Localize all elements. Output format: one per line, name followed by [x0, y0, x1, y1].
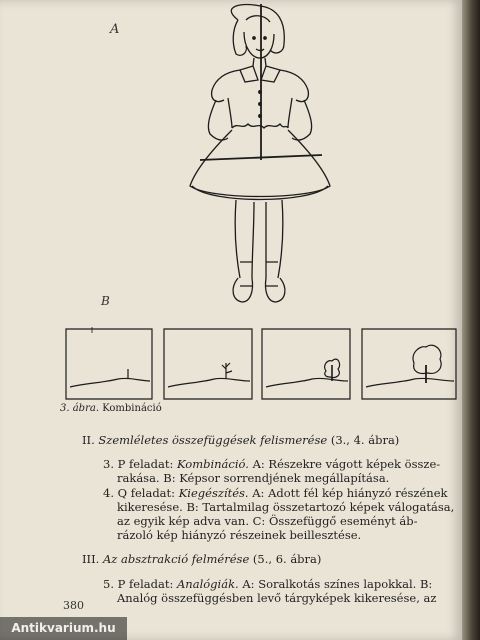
section-ii-number: II.	[82, 433, 95, 447]
item-4-line-1: 4. Q feladat: Kiegészítés. A: Adott fél kép hiányzó részének	[103, 486, 448, 500]
caption-number: 3. ábra.	[60, 403, 100, 414]
girl-illustration	[60, 0, 380, 310]
item-5-line-1: 5. P feladat: Analógiák. A: Soralkotás színes lapokkal. B:	[103, 577, 433, 591]
figure-label-b: B	[101, 294, 110, 308]
item-3-line-2: rakása. B: Képsor sorrendjének megállapítása.	[117, 471, 390, 485]
section-ii-title: Szemléletes összefüggések felismerése	[98, 433, 328, 447]
panel-3	[262, 329, 350, 399]
panel-4	[362, 329, 456, 399]
item-4-line-4: rázoló kép hiányzó részeinek beillesztése.	[117, 528, 362, 542]
item-4-line-2: kikeresése. B: Tartalmilag összetartozó képek válogatása,	[117, 500, 455, 514]
caption-text: Kombináció	[102, 403, 162, 414]
section-iii-ref: (5., 6. ábra)	[252, 552, 322, 566]
sequence-panels	[62, 325, 462, 403]
watermark: Antikvarium.hu	[0, 617, 127, 640]
panel-2	[164, 329, 252, 399]
item-3-line-1: 3. P feladat: Kombináció. A: Részekre vágott képek össze-	[103, 457, 441, 471]
section-ii-heading	[82, 433, 399, 448]
figure-label-a: A	[110, 22, 120, 37]
item-5-line-2: Analóg összefüggésben levő tárgyképek kikeresése, az	[117, 591, 437, 605]
section-ii-ref: (3., 4. ábra)	[330, 433, 400, 447]
panel-1	[66, 327, 152, 399]
section-iii-number: III.	[82, 552, 100, 566]
page-number: 380	[63, 599, 84, 612]
section-iii-heading	[82, 552, 321, 567]
figure-caption	[60, 403, 162, 414]
item-4-line-3: az egyik kép adva van. C: Összefüggő eseményt áb-	[117, 514, 418, 528]
book-spine-shadow	[462, 0, 480, 640]
section-iii-title: Az absztrakció felmérése	[102, 552, 250, 566]
